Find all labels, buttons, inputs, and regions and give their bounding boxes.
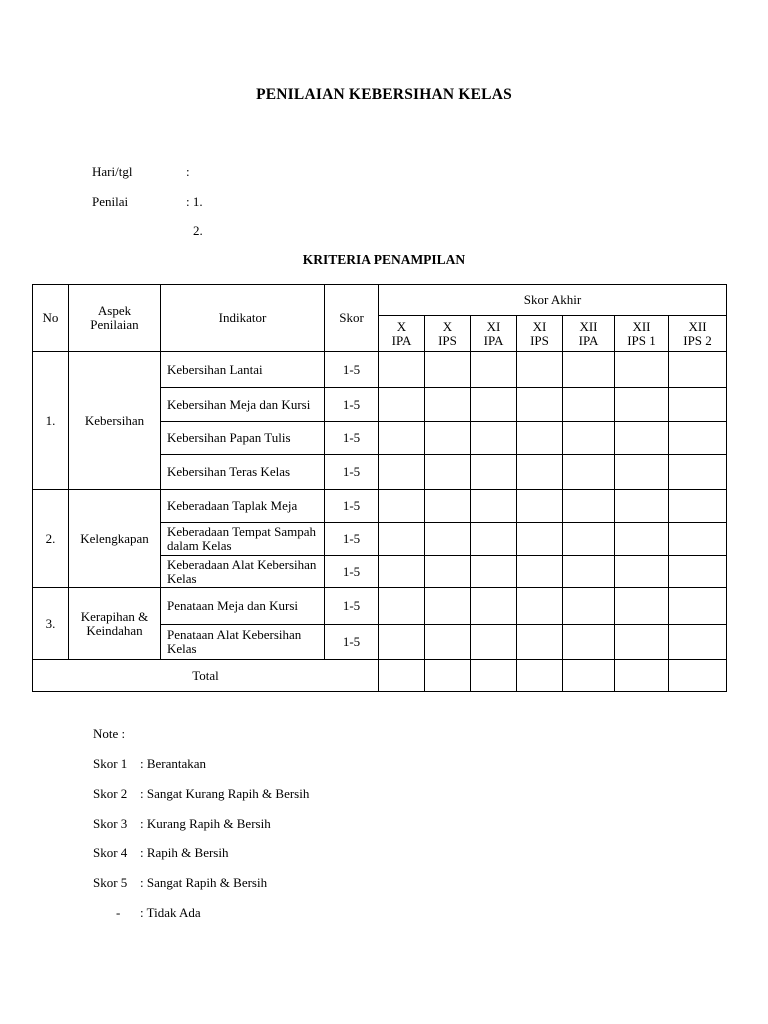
penilai-label: Penilai — [92, 194, 129, 209]
score-cell — [669, 556, 727, 588]
score-cell — [517, 625, 563, 660]
table-row — [33, 588, 727, 625]
score-cell — [379, 625, 425, 660]
score-cell — [615, 660, 669, 692]
hari-value: : — [186, 164, 190, 179]
score-cell — [471, 588, 517, 625]
indikator-cell: Penataan Meja dan Kursi — [161, 588, 325, 625]
class-header: XI IPS — [517, 316, 563, 352]
note-heading: Note : — [93, 726, 126, 741]
skor-cell: 1-5 — [325, 455, 379, 490]
score-cell — [379, 422, 425, 455]
score-cell — [563, 490, 615, 523]
score-cell — [615, 625, 669, 660]
penilai-value-2: 2. — [193, 223, 203, 238]
score-cell — [563, 556, 615, 588]
score-cell — [563, 588, 615, 625]
note-label: Skor 5 — [93, 875, 128, 890]
skor-cell: 1-5 — [325, 422, 379, 455]
assessment-table — [32, 284, 727, 692]
score-cell — [615, 490, 669, 523]
score-cell — [615, 422, 669, 455]
score-cell — [669, 660, 727, 692]
score-cell — [379, 490, 425, 523]
score-cell — [425, 490, 471, 523]
header-skor-akhir: Skor Akhir — [379, 285, 727, 316]
skor-cell: 1-5 — [325, 523, 379, 556]
score-cell — [425, 388, 471, 422]
header-no: No — [33, 285, 69, 352]
score-cell — [517, 388, 563, 422]
skor-cell: 1-5 — [325, 556, 379, 588]
score-cell — [615, 523, 669, 556]
note-label: Skor 1 — [93, 756, 128, 771]
score-cell — [615, 455, 669, 490]
note-text: : Tidak Ada — [140, 905, 201, 920]
score-cell — [669, 588, 727, 625]
score-cell — [563, 660, 615, 692]
total-label: Total — [33, 660, 379, 692]
score-cell — [615, 556, 669, 588]
header-aspek: Aspek Penilaian — [69, 285, 161, 352]
score-cell — [379, 455, 425, 490]
table-row — [33, 352, 727, 388]
indikator-cell: Kebersihan Papan Tulis — [161, 422, 325, 455]
score-cell — [379, 523, 425, 556]
score-cell — [517, 556, 563, 588]
score-cell — [379, 660, 425, 692]
score-cell — [615, 352, 669, 388]
score-cell — [425, 455, 471, 490]
score-cell — [669, 422, 727, 455]
total-row — [33, 660, 727, 692]
score-cell — [517, 660, 563, 692]
class-header: X IPA — [379, 316, 425, 352]
score-cell — [471, 625, 517, 660]
group-aspek: Kebersihan — [69, 352, 161, 490]
score-cell — [563, 388, 615, 422]
page-title: PENILAIAN KEBERSIHAN KELAS — [256, 86, 512, 103]
group-aspek: Kerapihan & Keindahan — [69, 588, 161, 660]
score-cell — [471, 352, 517, 388]
penilai-value-1: : 1. — [186, 194, 203, 209]
score-cell — [517, 352, 563, 388]
score-cell — [669, 523, 727, 556]
score-cell — [669, 352, 727, 388]
score-cell — [471, 660, 517, 692]
score-cell — [425, 588, 471, 625]
score-cell — [669, 455, 727, 490]
score-cell — [379, 588, 425, 625]
indikator-cell: Kebersihan Lantai — [161, 352, 325, 388]
score-cell — [425, 422, 471, 455]
score-cell — [563, 352, 615, 388]
score-cell — [471, 455, 517, 490]
score-cell — [563, 523, 615, 556]
score-cell — [471, 422, 517, 455]
group-no: 3. — [33, 588, 69, 660]
score-cell — [471, 490, 517, 523]
note-text: : Sangat Kurang Rapih & Bersih — [140, 786, 310, 801]
indikator-cell: Keberadaan Tempat Sampah dalam Kelas — [161, 523, 325, 556]
score-cell — [471, 388, 517, 422]
score-cell — [563, 422, 615, 455]
class-header: X IPS — [425, 316, 471, 352]
note-label: Skor 4 — [93, 845, 128, 860]
score-cell — [425, 352, 471, 388]
note-text: : Rapih & Bersih — [140, 845, 229, 860]
note-label: - — [116, 905, 121, 920]
indikator-cell: Penataan Alat Kebersihan Kelas — [161, 625, 325, 660]
header-indikator: Indikator — [161, 285, 325, 352]
score-cell — [425, 660, 471, 692]
score-cell — [669, 625, 727, 660]
score-cell — [517, 455, 563, 490]
group-no: 1. — [33, 352, 69, 490]
score-cell — [669, 388, 727, 422]
score-cell — [379, 556, 425, 588]
indikator-cell: Keberadaan Taplak Meja — [161, 490, 325, 523]
note-label: Skor 3 — [93, 816, 128, 831]
hari-label: Hari/tgl — [92, 164, 133, 179]
score-cell — [471, 523, 517, 556]
class-header: XII IPS 1 — [615, 316, 669, 352]
skor-cell: 1-5 — [325, 388, 379, 422]
header-skor: Skor — [325, 285, 379, 352]
indikator-cell: Keberadaan Alat Kebersihan Kelas — [161, 556, 325, 588]
score-cell — [615, 588, 669, 625]
table-subtitle: KRITERIA PENAMPILAN — [302, 252, 466, 267]
table-row — [33, 490, 727, 523]
note-text: : Sangat Rapih & Bersih — [140, 875, 268, 890]
skor-cell: 1-5 — [325, 588, 379, 625]
score-cell — [563, 455, 615, 490]
score-cell — [425, 625, 471, 660]
score-cell — [517, 422, 563, 455]
score-cell — [517, 588, 563, 625]
skor-cell: 1-5 — [325, 352, 379, 388]
class-header: XII IPS 2 — [669, 316, 727, 352]
score-cell — [425, 556, 471, 588]
group-aspek: Kelengkapan — [69, 490, 161, 588]
score-cell — [563, 625, 615, 660]
score-cell — [669, 490, 727, 523]
score-cell — [379, 352, 425, 388]
score-cell — [615, 388, 669, 422]
score-cell — [517, 490, 563, 523]
score-cell — [425, 523, 471, 556]
class-header: XI IPA — [471, 316, 517, 352]
note-text: : Kurang Rapih & Bersih — [140, 816, 271, 831]
skor-cell: 1-5 — [325, 490, 379, 523]
skor-cell: 1-5 — [325, 625, 379, 660]
note-label: Skor 2 — [93, 786, 128, 801]
note-text: : Berantakan — [140, 756, 207, 771]
score-cell — [471, 556, 517, 588]
indikator-cell: Kebersihan Meja dan Kursi — [161, 388, 325, 422]
group-no: 2. — [33, 490, 69, 588]
indikator-cell: Kebersihan Teras Kelas — [161, 455, 325, 490]
score-cell — [379, 388, 425, 422]
class-header: XII IPA — [563, 316, 615, 352]
score-cell — [517, 523, 563, 556]
